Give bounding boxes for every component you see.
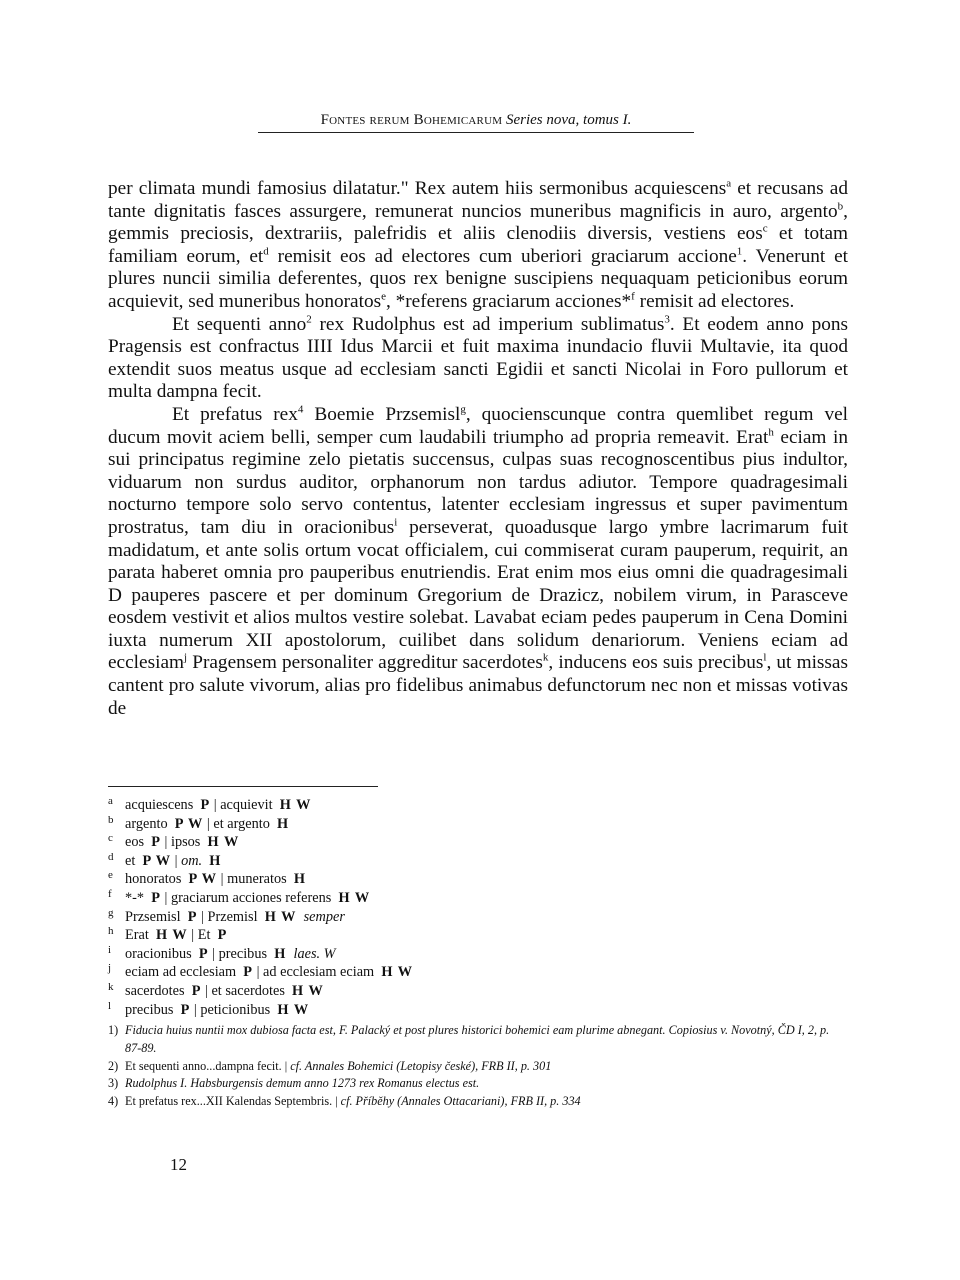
apparatus-variant: acquievit [220,797,273,813]
apparatus-witness: P [151,889,161,906]
apparatus-siglum: g [108,906,114,919]
apparatus-text: precibus P | peticionibus H W [125,1001,310,1018]
apparatus-mark: j [184,652,188,665]
page-number: 12 [170,1155,187,1174]
footnote-text [125,1093,848,1111]
apparatus-witness: H W [279,797,312,813]
apparatus-witness: P [200,797,211,813]
apparatus-witness: P [187,908,198,925]
text-run: , *referens graciarum acciones* [385,290,632,312]
apparatus-entry [108,963,848,982]
footnote-number: 2) [108,1058,119,1073]
apparatus-siglum: e [108,869,113,882]
apparatus-entry [108,1001,848,1020]
apparatus-witness: H W [338,889,371,906]
apparatus-text: et P W | om. H [125,852,222,869]
apparatus-witness: P [198,945,209,962]
apparatus-text: *-* P | graciarum acciones referens H W [125,889,371,906]
apparatus-entry [108,796,848,815]
apparatus-witness: P [191,982,202,999]
apparatus-text: eciam ad ecclesiam P | ad ecclesiam eciam H W [125,964,414,981]
apparatus-variant: Przemisl [207,908,258,925]
footnote-number: 4) [108,1094,119,1109]
text-run: , quocienscunque contra quemlibet regum vel ducum movit aciem belli, semper cum laudabili triumpho ad propria remeavit. Erat [108,403,849,448]
apparatus-mark: a [726,177,732,190]
text-run: Boemie Przsemisl [303,403,461,425]
footnote-quote: Et sequenti anno...dampna fecit. | [125,1058,291,1073]
apparatus-witness: P W [174,815,204,832]
apparatus-siglum: k [108,980,114,993]
apparatus-remark: semper [303,908,345,925]
apparatus-lemma: acquiescens [125,797,194,813]
text-run: . Et eodem anno pons Pragensis est confractus IIII Idus Marcii et fuit maxima inundacio fluvii Multavie, ita quod extendit suos meatus usque ad ecclesiam sancti Egidii et sancti Nicolai in Foro pullorum et multa dampna fecit. [108,313,848,403]
apparatus-text: oracionibus P | precibus H laes. W [125,945,336,962]
footnote-text: Fiducia huius nuntii mox dubiosa facta est, F. Palacký et post plures historici bohemici eam plurime abnegant. Copiosius v. Novotný, ČD I, 2, p. 87-89. [125,1023,830,1055]
footnote-divider [108,786,378,787]
apparatus-mark: f [631,290,635,303]
apparatus-lemma: et [125,852,136,869]
apparatus-mark: h [768,426,774,439]
apparatus-mark: k [542,652,549,665]
footnote-mark: 4 [297,403,304,416]
apparatus-mark: e [381,290,386,303]
apparatus-siglum: b [108,813,114,826]
footnote-mark: 1 [736,245,743,258]
apparatus-entry [108,889,848,908]
apparatus-entry [108,982,848,1001]
apparatus-witness: P [151,834,161,851]
text-run: eciam in sui principatus regimine zelo pietatis succensus, culpas suas recognoscentibus pius indultor, viduarum non surdus auditor, orphanorum non tardus adiutor. Tempore quadragesimali nocturno tempore solo servo contentus, latenter ecclesiam ingressus et super pavimentum prostratus, tam diu in oracionibus [108,426,849,538]
apparatus-variant: graciarum acciones referens [170,889,332,906]
footnote-number: 1) [108,1023,119,1037]
apparatus-lemma: Erat [125,927,149,944]
apparatus-witness: H [209,852,222,869]
apparatus-siglum: j [108,962,112,975]
apparatus-witness: P W [142,852,172,869]
critical-apparatus [108,796,848,1019]
text-run: Et prefatus rex [172,403,298,425]
apparatus-mark: g [460,403,466,416]
apparatus-entry [108,945,848,964]
footnote-text [125,1058,848,1076]
footnote [108,1075,848,1093]
footnote [108,1058,848,1076]
apparatus-entry [108,870,848,889]
apparatus-mark: i [394,516,398,529]
apparatus-text: argento P W | et argento H [125,815,290,832]
apparatus-text: sacerdotes P | et sacerdotes H W [125,982,324,999]
apparatus-siglum: l [108,999,112,1012]
apparatus-lemma: eciam ad ecclesiam [125,964,237,981]
apparatus-witness: H W [292,982,324,999]
apparatus-siglum: c [108,832,113,845]
apparatus-witness: H W [381,964,414,981]
apparatus-witness: H [277,815,290,832]
text-run: Et sequenti anno [172,313,307,335]
text-run: . Venerunt et plures nuncii similia deferentes, quos rex benigne suscipiens nequaquam peticionibus eorum acquievit, sed muneribus honoratos [108,245,848,312]
apparatus-text: eos P | ipsos H W [125,834,240,851]
footnote-quote: Et prefatus rex...XII Kalendas Septembris. | [125,1094,341,1109]
footnote-citation: cf. Příběhy (Annales Ottacariani), FRB II, p. 334 [340,1094,581,1109]
apparatus-variant: ad ecclesiam eciam [263,964,375,981]
text-run: rex Rudolphus est ad imperium sublimatus [311,313,665,335]
apparatus-entry [108,926,848,945]
apparatus-variant: Et [197,927,211,944]
apparatus-mark: l [763,652,767,665]
footnote-citation: cf. Annales Bohemici (Letopisy české), FRB II, p. 301 [290,1058,552,1073]
apparatus-lemma: oracionibus [125,945,192,962]
apparatus-lemma: sacerdotes [125,982,185,999]
apparatus-siglum: i [108,943,112,956]
apparatus-witness: H W [207,834,240,851]
apparatus-mark: d [263,245,269,258]
footnote [108,1022,848,1058]
running-header [258,110,694,133]
text-run: per climata mundi famosius dilatatur." Rex autem hiis sermonibus acquiescens [108,178,727,199]
apparatus-witness: P [217,927,228,944]
text-run: remisit eos ad electores cum uberiori graciarum accione [268,245,737,267]
series-volume: Series nova, tomus I. [505,112,632,128]
apparatus-mark: c [762,222,768,235]
apparatus-entry [108,815,848,834]
apparatus-entry [108,833,848,852]
apparatus-text: Przsemisl P | Przemisl H W semper [125,908,345,925]
footnote-text: Rudolphus I. Habsburgensis demum anno 1273 rex Romanus electus est. [125,1076,480,1091]
apparatus-lemma: argento [125,815,168,832]
apparatus-variant: om. [181,852,203,869]
apparatus-remark: laes. W [293,945,336,962]
text-run: , gemmis preciosis, dextrariis, palefridis et aliis clenodiis diversis, vestiens eos [108,200,848,245]
apparatus-entry [108,908,848,927]
footnote-number: 3) [108,1076,119,1091]
apparatus-variant: precibus [218,945,268,962]
paragraph-2 [108,314,848,404]
text-run: Pragensem personaliter aggreditur sacerdotes [187,652,543,674]
apparatus-witness: P [243,964,254,981]
apparatus-witness: H W [264,908,297,925]
apparatus-lemma: *-* [125,889,145,906]
main-text [108,178,848,720]
apparatus-text: acquiescens P | acquievit H W [125,797,312,813]
apparatus-siglum: h [108,925,114,938]
apparatus-text: Erat H W | Et P [125,927,228,944]
apparatus-witness: P [180,1001,191,1018]
apparatus-variant: et sacerdotes [211,982,285,999]
paragraph-3 [108,404,848,720]
text-run: remisit ad electores. [634,290,795,312]
text-run: , inducens eos suis precibus [548,652,764,674]
apparatus-lemma: precibus [125,1001,174,1018]
apparatus-lemma: eos [125,834,145,851]
footnote-mark: 3 [664,313,670,326]
apparatus-lemma: Przsemisl [125,908,181,925]
apparatus-witness: H W [277,1001,310,1018]
text-run: , ut missas cantent pro salute vivorum, alias pro fidelibus animabus defunctorum nec non et missas votivas de [108,652,848,719]
apparatus-variant: muneratos [227,871,287,888]
apparatus-variant: ipsos [170,834,201,851]
apparatus-witness: H [274,945,287,962]
apparatus-siglum: d [108,850,114,863]
apparatus-siglum: f [108,887,112,900]
apparatus-mark: b [837,200,844,213]
text-run: et recusans ad tante dignitatis fasces assurgere, remunerat nuncios muneribus magnificis in auro, argento [108,178,848,222]
apparatus-witness: P W [188,871,218,888]
apparatus-siglum: a [108,795,113,807]
text-run: perseverat, quoadusque largo ymbre lacrimarum fuit madidatum, et ante solis ortum vocat officialem, cui commiserat curam pauperum, requirit, an parata haberet omnia pro pauperibus enutriendis. Erat enim mos eius omni die quadragesimali D pauperes pascere et per dominum Gregorium de Drazicz, nobilem virum, in Parasceve eosdem vestivit et alios multos vestire solebat. Lavabat eciam pedes pauperum in Cena Domini iuxta numerum XII apostolorum, cuilibet dans solidum denariorum. Veniens eciam ad ecclesiam [108,516,848,674]
historical-notes [108,1022,848,1111]
apparatus-lemma: honoratos [125,871,182,888]
apparatus-entry [108,852,848,871]
apparatus-witness: H W [155,927,188,944]
paragraph-1 [108,178,848,314]
footnote [108,1093,848,1111]
footnote-mark: 2 [306,313,312,326]
text-run: et totam familiam eorum, et [108,223,849,267]
series-name: Fontes rerum Bohemicarum [320,112,503,128]
apparatus-text: honoratos P W | muneratos H [125,871,306,888]
apparatus-witness: H [293,871,306,888]
apparatus-variant: et argento [213,815,270,832]
apparatus-variant: peticionibus [200,1001,271,1018]
